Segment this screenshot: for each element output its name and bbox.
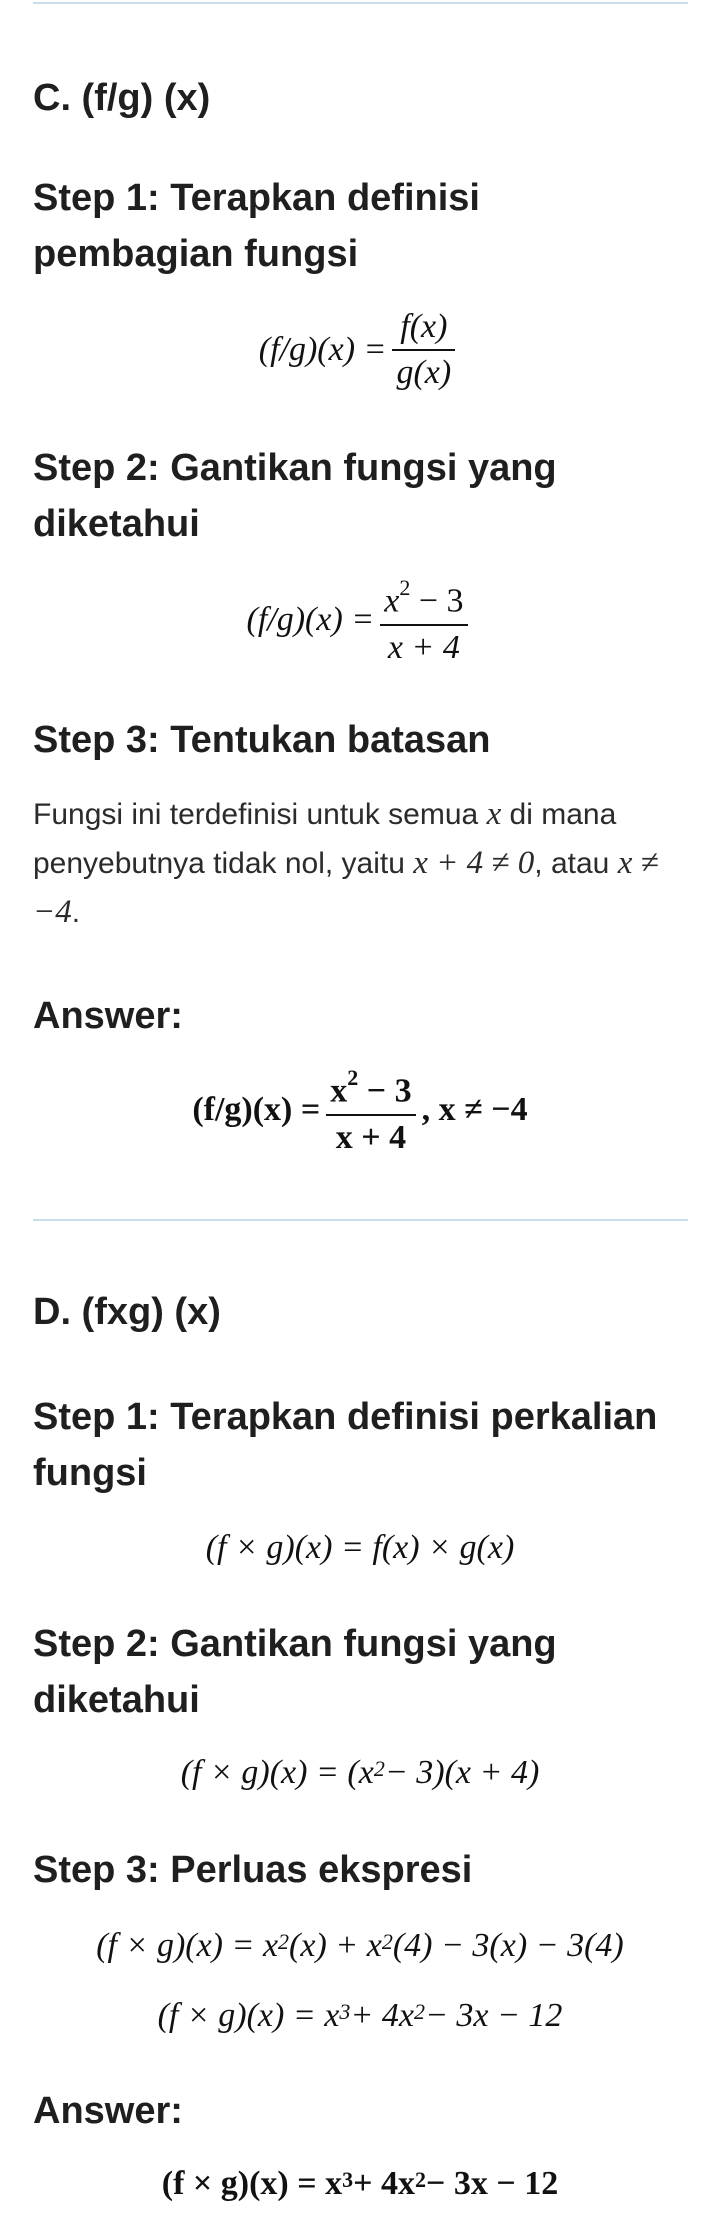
section-c-title: C. (f/g) (x) <box>33 77 211 119</box>
section-d-step2-heading: Step 2: Gantikan fungsi yang diketahui <box>33 1623 557 1721</box>
fraction-numerator: $x^2 - 3$ <box>384 575 464 620</box>
section-d-step3-heading: Step 3: Perluas ekspresi <box>33 1849 473 1891</box>
equation-lhs: (f/g)(x) = <box>258 331 387 368</box>
section-c-step1-heading: Step 1: Terapkan definisi pembagian fungsi <box>33 177 480 275</box>
section-c-step3-heading: Step 3: Tentukan batasan <box>33 719 491 761</box>
divider-middle <box>33 1219 688 1221</box>
fraction <box>380 574 467 665</box>
section-d-title: D. (fxg) (x) <box>33 1291 221 1333</box>
fraction-denominator: g(x) <box>396 354 452 391</box>
section-d-step1-heading: Step 1: Terapkan definisi perkalian fungsi <box>33 1396 658 1494</box>
section-d-step3-line1: (f × g)(x) = x $^2$ (x) + x $^2$ (4) − 3(x) − 3(4) <box>96 1927 624 1964</box>
section-c-step3-text: Fungsi ini terdefinisi untuk semua x di mana penyebutnya tidak nol, yaitu x + 4 ≠ 0, atau x ≠ −4. <box>33 796 659 930</box>
answer-restriction: , x ≠ −4 <box>421 1091 528 1128</box>
section-d-step1-equation: (f × g)(x) = f(x) × g(x) <box>205 1529 515 1566</box>
fraction-numerator: $x^2 - 3$ <box>330 1065 412 1110</box>
section-c-step2-heading: Step 2: Gantikan fungsi yang diketahui <box>33 447 557 545</box>
fraction <box>392 309 455 391</box>
section-c-answer-heading: Answer: <box>33 995 183 1037</box>
fraction-denominator: x + 4 <box>335 1118 407 1156</box>
equation-lhs: (f/g)(x) = <box>192 1091 321 1128</box>
fraction-denominator: x + 4 <box>387 628 460 666</box>
section-d-step2-equation: (f × g)(x) = (x $^2$ − 3)(x + 4) <box>180 1754 540 1791</box>
section-d-answer-equation: (f × g)(x) = x $^3$ + 4x $^2$ − 3x − 12 <box>161 2165 559 2202</box>
fraction-numerator: f(x) <box>400 308 448 345</box>
equation-lhs: (f/g)(x) = <box>246 601 375 638</box>
section-d-step3-line2: (f × g)(x) = x $^3$ + 4x $^2$ − 3x − 12 <box>157 1997 563 2034</box>
section-c-step2-equation <box>0 570 720 670</box>
section-d-answer-heading: Answer: <box>33 2090 183 2132</box>
divider-top <box>33 2 688 4</box>
fraction <box>326 1064 415 1155</box>
section-c-step1-equation <box>0 300 720 400</box>
section-c-answer-equation <box>0 1055 720 1165</box>
